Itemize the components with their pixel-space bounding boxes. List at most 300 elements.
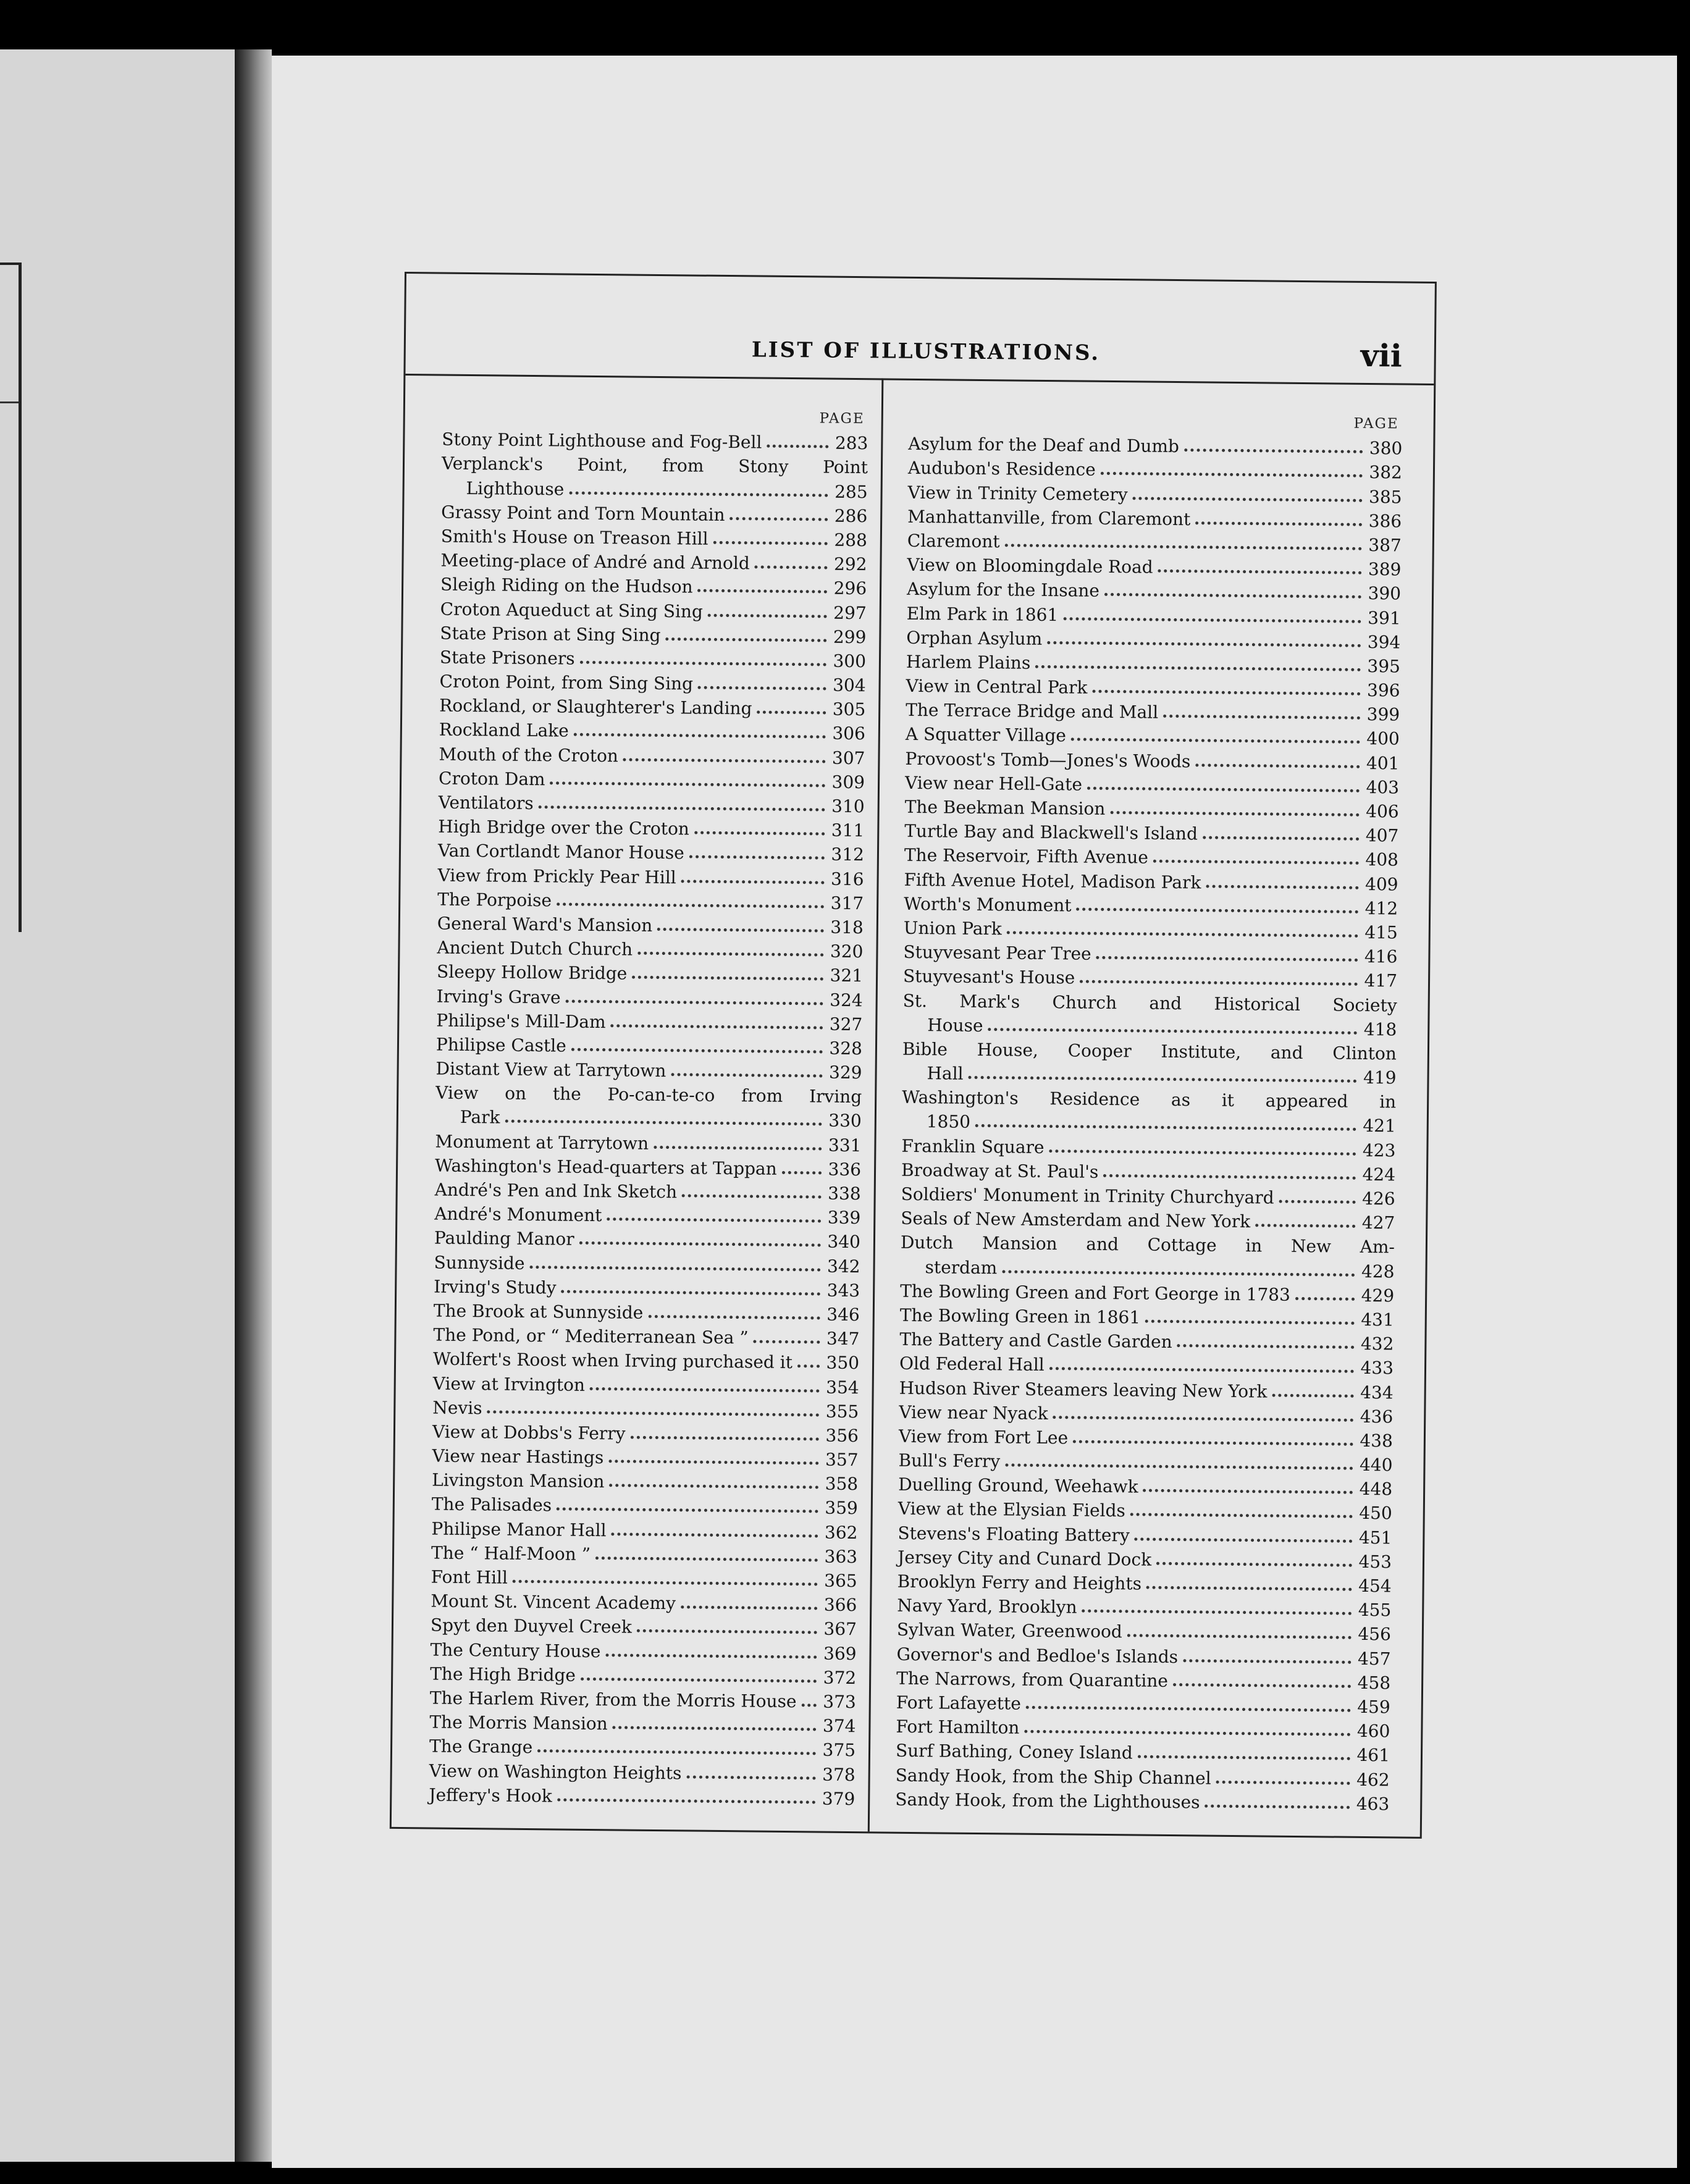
illustration-page-number: 448 xyxy=(1359,1479,1393,1500)
illustration-page-number: 438 xyxy=(1360,1430,1394,1451)
illustration-title: The Harlem River, from the Morris House xyxy=(429,1687,797,1712)
illustration-entry xyxy=(441,498,867,526)
dot-leader xyxy=(609,1476,818,1489)
illustration-title: Lighthouse xyxy=(466,477,565,500)
illustration-page-number: 434 xyxy=(1360,1382,1394,1403)
illustration-entry xyxy=(907,575,1401,604)
dot-leader xyxy=(657,919,824,933)
illustration-title: Mouth of the Croton xyxy=(439,744,619,766)
dot-leader xyxy=(698,678,826,691)
illustration-page-number: 424 xyxy=(1362,1164,1396,1185)
illustration-entry xyxy=(430,1636,856,1664)
illustration-page-number: 350 xyxy=(826,1352,860,1374)
illustration-page-number: 436 xyxy=(1360,1406,1394,1427)
dot-leader xyxy=(802,1695,817,1707)
dot-leader xyxy=(1049,1141,1356,1156)
illustration-page-number: 309 xyxy=(831,771,865,793)
illustration-page-number: 374 xyxy=(822,1715,856,1737)
illustration-title: Washington's Residence as it appeared in xyxy=(902,1087,1397,1112)
illustration-page-number: 362 xyxy=(824,1522,858,1543)
illustration-title: Hudson River Steamers leaving New York xyxy=(899,1377,1268,1401)
illustration-entry xyxy=(907,599,1401,628)
dot-leader xyxy=(1104,584,1361,598)
illustration-entry xyxy=(906,623,1400,652)
dot-leader xyxy=(579,1233,822,1247)
illustration-title: Wolfert's Roost when Irving purchased it xyxy=(432,1348,793,1373)
header-rule xyxy=(405,374,1434,385)
illustration-page-number: 455 xyxy=(1358,1600,1392,1621)
illustration-entry xyxy=(899,1350,1394,1379)
illustration-title: Font Hill xyxy=(431,1566,508,1588)
illustration-page-number: 365 xyxy=(824,1570,857,1592)
dot-leader xyxy=(1295,1288,1355,1301)
illustration-page-number: 285 xyxy=(834,481,868,502)
illustration-entry xyxy=(903,938,1397,967)
illustration-entry xyxy=(439,716,865,744)
illustration-page-number: 331 xyxy=(828,1135,862,1156)
illustration-page-number: 327 xyxy=(829,1014,863,1035)
dot-leader xyxy=(1146,1577,1352,1591)
dot-leader xyxy=(671,1064,822,1077)
illustration-page-number: 354 xyxy=(826,1377,859,1398)
illustration-title: Fifth Avenue Hotel, Madison Park xyxy=(904,869,1201,892)
illustration-title: View from Fort Lee xyxy=(898,1426,1069,1448)
illustration-title: State Prison at Sing Sing xyxy=(440,623,661,645)
dot-leader xyxy=(487,1401,819,1416)
illustration-page-number: 312 xyxy=(831,844,865,865)
illustration-entry xyxy=(904,914,1398,943)
dot-leader xyxy=(607,1209,821,1222)
dot-leader xyxy=(1133,488,1363,502)
illustration-page-number: 324 xyxy=(830,989,863,1010)
dot-leader xyxy=(590,1378,820,1392)
illustration-page-number: 305 xyxy=(832,699,866,720)
illustration-title: 1850 xyxy=(926,1111,971,1133)
dot-leader xyxy=(1087,778,1360,792)
illustration-entry xyxy=(904,865,1398,894)
illustration-entry xyxy=(906,696,1400,725)
dot-leader xyxy=(1024,1721,1350,1736)
illustration-entry xyxy=(899,1422,1393,1451)
illustration-title: A Squatter Village xyxy=(905,724,1067,746)
illustration-title: View at Dobbs's Ferry xyxy=(432,1421,626,1444)
dot-leader xyxy=(1173,1674,1351,1688)
illustration-title: Croton Point, from Sing Sing xyxy=(439,671,694,694)
illustration-title: Hall xyxy=(927,1063,964,1084)
illustration-entry xyxy=(907,478,1402,507)
illustration-entry xyxy=(434,1200,860,1228)
illustration-page-number: 426 xyxy=(1362,1188,1395,1209)
illustration-page-number: 458 xyxy=(1357,1672,1391,1694)
illustration-title: Distant View at Tarrytown xyxy=(435,1058,666,1082)
illustration-page-number: 379 xyxy=(822,1788,856,1809)
illustration-title: View at the Elysian Fields xyxy=(898,1498,1126,1521)
illustration-title: Bull's Ferry xyxy=(898,1450,1001,1472)
illustration-title: The High Bridge xyxy=(430,1663,576,1686)
illustration-title: The Pond, or “ Mediterranean Sea ” xyxy=(433,1324,749,1348)
book-gutter xyxy=(235,49,272,2162)
illustration-title: Nevis xyxy=(432,1397,482,1418)
illustration-title: House xyxy=(927,1014,983,1036)
dot-leader xyxy=(988,1019,1357,1035)
dot-leader xyxy=(608,1451,818,1464)
illustration-title: View near Hell-Gate xyxy=(904,772,1083,795)
illustration-entry xyxy=(431,1539,857,1567)
illustration-title: Provoost's Tomb—Jones's Woods xyxy=(905,748,1191,771)
dot-leader xyxy=(681,871,825,884)
illustration-entry xyxy=(431,1587,857,1616)
illustration-title: View in Trinity Cemetery xyxy=(907,482,1128,505)
illustration-page-number: 330 xyxy=(828,1111,862,1132)
illustration-entry xyxy=(898,1519,1392,1548)
illustration-title: Bible House, Cooper Institute, and Clinton xyxy=(902,1038,1397,1064)
illustration-entry xyxy=(431,1563,857,1591)
dot-leader xyxy=(613,1717,817,1731)
illustration-page-number: 409 xyxy=(1364,873,1398,895)
illustration-title: Sleigh Riding on the Hudson xyxy=(440,574,693,597)
dot-leader xyxy=(708,605,827,618)
illustration-page-number: 387 xyxy=(1368,534,1402,556)
dot-leader xyxy=(1156,1553,1352,1567)
illustration-entry xyxy=(434,1272,860,1301)
illustration-title: Elm Park in 1861 xyxy=(906,603,1059,625)
dot-leader xyxy=(648,1306,820,1320)
illustration-page-number: 395 xyxy=(1367,655,1401,677)
illustration-entry xyxy=(904,841,1398,870)
page-column-label: PAGE xyxy=(819,410,865,427)
illustration-page-number: 366 xyxy=(823,1594,857,1616)
illustration-page-number: 300 xyxy=(833,650,867,672)
dot-leader xyxy=(1204,1796,1350,1808)
illustration-title: Croton Aqueduct at Sing Sing xyxy=(440,598,704,622)
dot-leader xyxy=(1255,1215,1355,1228)
dot-leader xyxy=(1203,828,1360,841)
illustration-page-number: 454 xyxy=(1358,1575,1392,1597)
illustration-page-number: 456 xyxy=(1358,1624,1392,1645)
illustration-title: Monument at Tarrytown xyxy=(435,1131,649,1154)
illustration-page-number: 453 xyxy=(1358,1551,1392,1573)
dot-leader xyxy=(1053,1407,1354,1422)
illustration-page-number: 373 xyxy=(823,1691,856,1713)
illustration-entry xyxy=(432,1442,858,1470)
right-column xyxy=(895,411,1403,1814)
dot-leader xyxy=(1005,535,1362,550)
illustration-entry xyxy=(901,1204,1395,1233)
illustration-title: The Brook at Sunnyside xyxy=(433,1300,644,1323)
illustration-entry xyxy=(433,1369,859,1398)
illustration-page-number: 288 xyxy=(834,529,868,551)
illustration-entry xyxy=(437,958,863,986)
illustration-page-number: 433 xyxy=(1360,1358,1394,1379)
illustration-entry xyxy=(904,889,1398,918)
illustration-entry xyxy=(432,1418,859,1446)
illustration-entry xyxy=(898,1471,1392,1500)
illustration-entry xyxy=(435,1127,861,1156)
illustration-title: Old Federal Hall xyxy=(899,1353,1045,1376)
dot-leader xyxy=(505,1111,822,1126)
illustration-page-number: 357 xyxy=(825,1449,859,1471)
dot-leader xyxy=(623,749,826,763)
illustration-page-number: 338 xyxy=(828,1183,861,1204)
dot-leader xyxy=(611,1015,823,1029)
dot-leader xyxy=(561,1281,821,1295)
illustration-page-number: 336 xyxy=(828,1159,862,1180)
illustration-entry xyxy=(430,1660,856,1688)
illustration-page-number: 463 xyxy=(1356,1793,1390,1815)
illustration-page-number: 317 xyxy=(830,892,864,914)
dot-leader xyxy=(574,724,826,739)
illustration-entry xyxy=(907,502,1402,531)
illustration-title: Surf Bathing, Coney Island xyxy=(895,1741,1133,1763)
dot-leader xyxy=(1153,851,1359,865)
illustration-entry xyxy=(430,1684,856,1712)
illustration-title: The Grange xyxy=(429,1736,533,1758)
illustration-entry xyxy=(440,595,867,623)
illustration-title: The Palisades xyxy=(431,1493,552,1516)
illustration-title: Brooklyn Ferry and Heights xyxy=(897,1571,1142,1594)
illustration-title: Verplanck's Point, from Stony Point xyxy=(441,453,868,478)
illustration-page-number: 394 xyxy=(1367,631,1401,653)
illustration-title: View in Central Park xyxy=(906,675,1088,698)
illustration-title: Harlem Plains xyxy=(906,651,1031,673)
illustration-title: Stuyvesant's House xyxy=(902,966,1075,988)
illustration-entry xyxy=(901,1180,1395,1209)
illustration-title: Sandy Hook, from the Lighthouses xyxy=(895,1789,1200,1813)
illustration-page-number: 399 xyxy=(1366,704,1400,725)
dot-leader xyxy=(1163,706,1360,720)
dot-leader xyxy=(767,436,828,448)
illustration-page-number: 412 xyxy=(1364,897,1398,919)
illustration-title: André's Monument xyxy=(434,1203,602,1226)
illustration-title: Worth's Monument xyxy=(904,893,1072,916)
illustration-title: The Narrows, from Quarantine xyxy=(896,1668,1169,1691)
illustration-title: Franklin Square xyxy=(901,1135,1045,1157)
illustration-entry xyxy=(902,1010,1397,1040)
illustration-entry xyxy=(442,450,868,478)
illustration-entry xyxy=(436,1030,862,1059)
dot-leader xyxy=(713,532,828,545)
illustration-entry xyxy=(429,1757,856,1785)
page-column-label: PAGE xyxy=(1353,415,1399,432)
illustration-page-number: 329 xyxy=(828,1062,862,1083)
illustration-entry xyxy=(896,1664,1390,1693)
illustration-page-number: 367 xyxy=(823,1618,857,1640)
illustration-title: Sylvan Water, Greenwood xyxy=(896,1619,1122,1642)
dot-leader xyxy=(1047,632,1361,647)
illustration-entry xyxy=(908,454,1402,483)
illustration-page-number: 432 xyxy=(1360,1334,1394,1354)
illustration-title: Washington's Head-quarters at Tappan xyxy=(434,1155,777,1179)
illustration-title: Philipse Castle xyxy=(435,1034,566,1056)
dot-leader xyxy=(969,1067,1357,1083)
illustration-title: Croton Dam xyxy=(438,768,545,790)
illustration-title: The Morris Mansion xyxy=(429,1712,608,1734)
illustrations-list-frame xyxy=(390,272,1437,1839)
dot-leader xyxy=(1049,1358,1355,1373)
illustration-entry xyxy=(441,522,867,550)
dot-leader xyxy=(557,1789,816,1804)
illustration-page-number: 342 xyxy=(826,1256,860,1277)
illustration-title: Stevens's Floating Battery xyxy=(898,1522,1130,1545)
illustration-page-number: 427 xyxy=(1361,1212,1395,1233)
illustration-entry xyxy=(896,1640,1390,1669)
illustration-entry xyxy=(431,1611,857,1640)
illustration-entry xyxy=(431,1514,857,1543)
illustration-title: Manhattanville, from Claremont xyxy=(907,506,1191,529)
dot-leader xyxy=(637,1621,817,1634)
illustration-page-number: 306 xyxy=(832,723,866,744)
illustration-page-number: 355 xyxy=(825,1401,859,1422)
illustration-entry xyxy=(907,527,1402,556)
illustration-entry xyxy=(435,1151,861,1180)
illustration-page-number: 440 xyxy=(1359,1454,1393,1476)
illustration-title: The Beekman Mansion xyxy=(904,796,1106,819)
dot-leader xyxy=(1063,608,1361,623)
illustration-title: Sandy Hook, from the Ship Channel xyxy=(895,1765,1211,1789)
illustration-title: View near Hastings xyxy=(432,1445,604,1468)
illustration-page-number: 403 xyxy=(1366,776,1400,798)
illustration-entry xyxy=(440,571,867,599)
illustration-entry xyxy=(901,1156,1395,1185)
dot-leader xyxy=(569,482,828,497)
illustration-page-number: 428 xyxy=(1361,1261,1395,1282)
illustration-title: Orphan Asylum xyxy=(906,627,1043,649)
illustration-page-number: 419 xyxy=(1363,1067,1397,1088)
dot-leader xyxy=(1082,1601,1352,1615)
illustration-page-number: 320 xyxy=(830,941,864,962)
illustration-page-number: 358 xyxy=(825,1473,859,1495)
illustration-entry xyxy=(898,1543,1392,1572)
illustration-title: Rockland Lake xyxy=(439,720,569,742)
illustration-title: The Century House xyxy=(430,1639,601,1661)
illustration-page-number: 304 xyxy=(832,674,866,696)
illustration-title: Sunnyside xyxy=(434,1252,525,1274)
facing-page-rule xyxy=(0,401,19,403)
dot-leader xyxy=(1007,922,1358,937)
illustration-page-number: 385 xyxy=(1368,486,1402,508)
dot-leader xyxy=(1080,972,1358,986)
left-column xyxy=(429,407,868,1809)
dot-leader xyxy=(571,1040,823,1054)
illustration-title: Jeffery's Hook xyxy=(429,1784,553,1807)
illustration-page-number: 462 xyxy=(1356,1769,1390,1790)
illustration-title: View at Irvington xyxy=(432,1373,586,1395)
illustration-title: The Bowling Green in 1861 xyxy=(899,1304,1141,1328)
dot-leader xyxy=(754,1332,820,1344)
illustration-entry xyxy=(895,1785,1389,1814)
dot-leader xyxy=(1145,1311,1355,1325)
illustration-entry xyxy=(429,1708,856,1736)
illustration-page-number: 286 xyxy=(834,505,868,526)
illustration-title: The Battery and Castle Garden xyxy=(899,1329,1172,1353)
dot-leader xyxy=(1035,657,1361,671)
dot-leader xyxy=(654,1137,822,1151)
illustration-page-number: 415 xyxy=(1364,922,1398,943)
illustration-page-number: 311 xyxy=(831,820,865,841)
illustration-title: Irving's Grave xyxy=(436,986,561,1007)
illustration-entry xyxy=(433,1321,859,1349)
illustration-entry xyxy=(442,426,868,454)
illustration-title: St. Mark's Church and Historical Society xyxy=(902,990,1397,1015)
illustration-entry xyxy=(899,1398,1393,1427)
dot-leader xyxy=(757,702,826,715)
illustration-entry xyxy=(907,551,1401,580)
illustration-entry xyxy=(435,1054,862,1083)
illustration-entry xyxy=(904,817,1398,846)
illustration-title: Mount St. Vincent Academy xyxy=(431,1590,676,1614)
illustration-entry xyxy=(438,813,864,841)
dot-leader xyxy=(611,1524,818,1537)
illustration-title: Livingston Mansion xyxy=(432,1469,605,1492)
illustration-entry xyxy=(906,720,1400,749)
dot-leader xyxy=(1184,440,1363,453)
illustration-title: Stony Point Lighthouse and Fog-Bell xyxy=(442,429,762,453)
illustration-title: Jersey City and Cunard Dock xyxy=(897,1547,1152,1570)
illustration-entry xyxy=(432,1466,858,1495)
dot-leader xyxy=(694,823,825,836)
illustration-title: View on Washington Heights xyxy=(429,1760,682,1783)
illustration-entry xyxy=(905,768,1399,797)
illustration-page-number: 321 xyxy=(830,965,864,986)
illustration-page-number: 310 xyxy=(831,796,865,817)
illustration-title: General Ward's Mansion xyxy=(437,913,653,936)
page-number: vii xyxy=(1360,337,1403,374)
illustration-page-number: 382 xyxy=(1369,462,1403,483)
illustration-title: Grassy Point and Torn Mountain xyxy=(441,502,725,525)
dot-leader xyxy=(1177,1335,1355,1349)
dot-leader xyxy=(580,652,827,666)
illustration-page-number: 328 xyxy=(829,1038,863,1059)
illustration-page-number: 451 xyxy=(1358,1527,1392,1548)
illustration-title: Fort Hamilton xyxy=(896,1716,1020,1738)
illustration-entry xyxy=(900,1277,1394,1306)
illustration-entry xyxy=(903,962,1397,991)
illustration-title: Park xyxy=(460,1107,500,1128)
illustration-page-number: 297 xyxy=(833,602,867,623)
illustration-entry xyxy=(902,1035,1397,1064)
illustration-title: Ancient Dutch Church xyxy=(437,937,633,960)
dot-leader xyxy=(1026,1697,1351,1712)
illustration-page-number: 417 xyxy=(1364,970,1398,991)
illustration-entry xyxy=(437,933,863,962)
illustration-entry xyxy=(433,1345,859,1374)
illustration-title: View on Bloomingdale Road xyxy=(907,554,1153,578)
illustration-page-number: 378 xyxy=(822,1764,856,1785)
dot-leader xyxy=(1138,1747,1350,1760)
dot-leader xyxy=(1195,755,1360,768)
dot-leader xyxy=(637,943,824,957)
illustration-page-number: 406 xyxy=(1366,800,1399,822)
dot-leader xyxy=(1005,1455,1353,1469)
illustration-entry xyxy=(908,430,1402,459)
illustration-entry xyxy=(434,1248,860,1277)
illustration-title: André's Pen and Ink Sketch xyxy=(434,1179,678,1203)
illustration-page-number: 375 xyxy=(822,1739,856,1761)
illustration-title: Dutch Mansion and Cottage in New Am- xyxy=(900,1232,1395,1258)
illustration-title: Smith's House on Treason Hill xyxy=(440,526,708,549)
illustration-page-number: 416 xyxy=(1364,946,1398,967)
illustration-entry xyxy=(906,672,1400,701)
illustration-title: Turtle Bay and Blackwell's Island xyxy=(904,820,1198,844)
illustration-entry xyxy=(897,1592,1391,1621)
illustration-page-number: 318 xyxy=(830,917,864,938)
facing-page-fragment xyxy=(0,49,235,2162)
illustration-title: The “ Half-Moon ” xyxy=(431,1542,591,1564)
dot-leader xyxy=(686,1766,815,1779)
dot-leader xyxy=(539,797,825,811)
illustration-page-number: 391 xyxy=(1368,607,1401,629)
illustration-page-number: 461 xyxy=(1356,1745,1390,1766)
